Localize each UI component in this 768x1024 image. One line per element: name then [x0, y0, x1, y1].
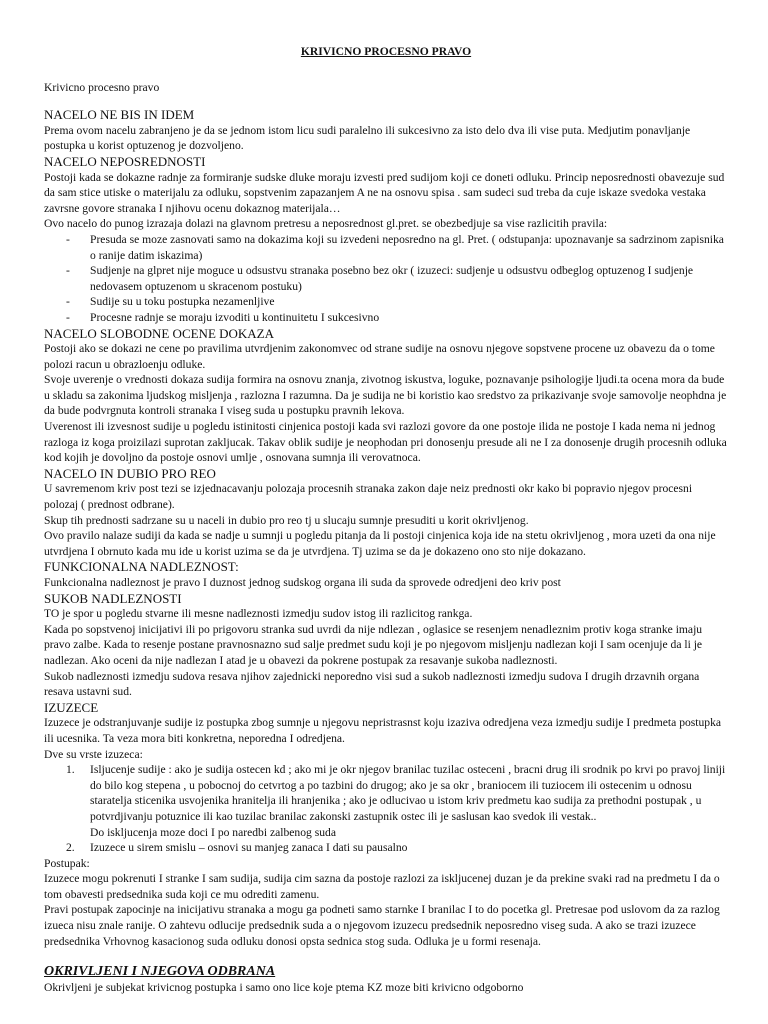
- paragraph: Postoji kada se dokazne radnje za formiranje sudske dluke moraju izvesti pred sudijom koji ce doneti odluku. Princip neposrednosti obavezuje sud da sam stice utiske o materijalu za odluku, sopstvenim zapazanjem A ne na osnovu spisa . sam sudeci sud treba da cuje iskaze svedoka vestaka zavrsne govore stranaka I njihovu ocenu dokaznog materijala…: [44, 170, 725, 215]
- heading-slobodna-ocena: NACELO SLOBODNE OCENE DOKAZA: [44, 325, 275, 341]
- document-subtitle: Krivicno procesno pravo: [44, 80, 160, 94]
- list-item-text: Procesne radnje se moraju izvoditi u kontinuitetu I sukcesivno: [90, 310, 380, 324]
- paragraph: Skup tih prednosti sadrzane su u naceli in dubio pro reo tj u slucaju sumnje presuditi u korit okrivljenog.: [44, 513, 529, 527]
- list-item-text: Sudjenje na glpret nije moguce u odsustvu stranaka posebno bez okr ( izuzeci: sudjenje u odsustvu odbeglog optuzenog I sudjenje nedovasem optuzenom u skracenom postuku): [90, 264, 694, 293]
- paragraph: Prema ovom nacelu zabranjeno je da se jednom istom licu sudi paralelno ili sukcesivno za isto delo dva ili vise puta. Medjutim ponavljanje postupka u korist optuzenog je dozvoljeno.: [44, 123, 691, 153]
- heading-sukob-nadleznosti: SUKOB NADLEZNOSTI: [44, 590, 182, 606]
- paragraph: Sukob nadleznosti izmedju sudova resava njihov zajednicki neporedno visi sud a sukob nadleznosti izmedju sudova I drugih drzavnih organa resava ustavni sud.: [44, 669, 700, 699]
- paragraph: Ovo pravilo nalaze sudiji da kada se nadje u sumnji u pogledu pitanja da li postoji cinjenica koja ide na stetu okrivljenog , mora uzeti da ona nije utvrdjena I obrnuto kada mu ide u korist uzima se da je utvrdjena. Tj uzima se da je dokazeno ono sto nije dokazano.: [44, 529, 716, 558]
- paragraph: Ovo nacelo do punog izrazaja dolazi na glavnom pretresu a neposrednost gl.pret. se obezbedjuje sa vise razlicitih pravila:: [44, 217, 608, 231]
- paragraph: Uverenost ili izvesnost sudije u pogledu istinitosti cinjenica postoji kada svi razlozi govore da one postoje ilida ne postoje I kada nema ni jednog razloga iz koga proizilazi suprotan zakljucak. Takav oblik sudije je neophodan pri donosenju presude ali ne I za donosenje drugih procesnih odluka kod kojih je dovoljno da postoje osnovi umlje , osnovana sumnja ili verovatnoca.: [44, 420, 727, 465]
- paragraph: Kada po sopstvenoj inicijativi ili po prigovoru stranka sud uvrdi da nije ndlezan , oglasice se resenjem nenadleznim protiv koga stranke imaju pravo zalbe. Kada to resenje postane pravnosnazno sud salje predmet sudu koji je po njegovom misljenju nadlezan koji I sam ocenjuje da li je nadlezan. Ako oceni da nije nadlezan I atad je u obavezi da pokrene postupak za resavanje sukoba nadleznosti.: [44, 622, 703, 667]
- list-item-text: Izuzece u sirem smislu – osnovi su manjeg zanaca I dati su pausalno: [90, 841, 408, 855]
- heading-ne-bis-in-idem: NACELO NE BIS IN IDEM: [44, 107, 195, 123]
- list-item: [44, 263, 728, 294]
- paragraph: Dve su vrste izuzeca:: [44, 747, 143, 761]
- numbered-list: [44, 762, 728, 856]
- list-item-text: Sudije su u toku postupka nezamenljive: [90, 295, 275, 309]
- paragraph: TO je spor u pogledu stvarne ili mesne nadleznosti izmedju sudov istog ili razlicitog rankga.: [44, 607, 473, 621]
- heading-funkcionalna-nadleznost: FUNKCIONALNA NADLEZNOST:: [44, 559, 239, 575]
- list-item: [44, 762, 728, 840]
- list-item: [44, 294, 728, 310]
- bullet-dash: -: [66, 232, 70, 246]
- document-title: KRIVICNO PROCESNO PRAVO: [300, 45, 472, 58]
- list-item: [44, 232, 728, 263]
- paragraph: Postoji ako se dokazi ne cene po pravilima utvrdjenim zakonomvec od strane sudije na osnovu njegove sopstvene procene uz obavezu da o tome polozi racun u obrazloenju odluke.: [44, 342, 715, 371]
- bullet-dash: -: [66, 310, 70, 324]
- paragraph: Pravi postupak zapocinje na inicijativu stranaka a mogu ga podneti samo starnke I branilac I to do pocetka gl. Pretresae pod uslovom da za razlog izueca nisu znale ranije. O zahtevu odlucije predsednik suda a o njegovom izuzecu predsednik neposredno viseg suda. A ako se trazi izuzece predsednika Vrhovnog kasacionog suda odluku donosi opsta sednica stog suda. Odluka je u formi resenaja.: [44, 903, 720, 948]
- bullet-dash: -: [66, 295, 70, 309]
- paragraph: Okrivljeni je subjekat krivicnog postupka i samo ono lice koje ptema KZ moze biti krivicno odgoborno: [44, 981, 524, 995]
- paragraph: U savremenom kriv post tezi se izjednacavanju polozaja procesnih stranaka zakon daje neiz prednosti okr kako bi popravio njegov procesni polozaj ( prednost odbrane).: [44, 482, 693, 512]
- list-number: 2.: [66, 841, 75, 855]
- section-okrivljeni: [44, 963, 728, 996]
- heading-okrivljeni: OKRIVLJENI I NJEGOVA ODBRANA: [44, 964, 276, 980]
- list-item-extra: Do iskljucenja moze doci I po naredbi zalbenog suda: [90, 825, 336, 839]
- paragraph: Izuzece mogu pokrenuti I stranke I sam sudija, sudija cim sazna da postoje razlozi za iskljucenej duzan je da prekine svaki rad na predmetu I da o tom obavesti predsednika suda koji ce mu odrediti zamenu.: [44, 872, 720, 901]
- heading-neposrednost: NACELO NEPOSREDNOSTI: [44, 153, 206, 169]
- bullet-list: [44, 232, 728, 326]
- bullet-dash: -: [66, 264, 70, 278]
- list-item-text: Presuda se moze zasnovati samo na dokazima koji su izvedeni neposredno na gl. Pret. ( odstupanja: upoznavanje sa sadrzinom zapisnika o ranije datim iskazima): [90, 232, 724, 262]
- list-item: [44, 840, 728, 856]
- list-item-text: Isljucenje sudije : ako je sudija ostecen kd ; ako mi je okr njegov branilac tuzilac osteceni , bracni drug ili srodnik po krvi po pravoj liniji do bilo kog stepena , u pobocnoj do cetvrtog a po tazbini do drugog; ako je sa okr , braniocem ili tuziocem ili ostecenim u odnosu staratelja sticenika usvojenika hranitelja ili hranjenika ; ako je odlucivao u istom kriv predmetu kao sudija za prethodni postupak , u potvrdjivanju potuznice ili kao tuzilac branilac zakonski zastupnik ostec ili je saslusan kao svedok ili vestak..: [90, 763, 726, 823]
- list-item: [44, 310, 728, 326]
- paragraph-label: Postupak:: [44, 856, 90, 870]
- paragraph: Svoje uverenje o vrednosti dokaza sudija formira na osnovu znanja, zivotnog iskustva, loguke, poznavanje psihologije ljudi.ta ocena mora da bude u skladu sa zakonima ljudskog misljenja , razlozna I razumna. Da je sudija ne bi koristio kao sredstvo za prikazivanje svoje samovolje neophdna je da bude podvrgnuta kontroli stranaka I viseg suda u postupku pravnih lekova.: [44, 373, 727, 418]
- heading-in-dubio-pro-reo: NACELO IN DUBIO PRO REO: [44, 465, 216, 481]
- paragraph: Izuzece je odstranjuvanje sudije iz postupka zbog sumnje u njegovu nepristrasnst koju izaziva odredjena veza izmedju sudije I predmeta postupka ili ucesnika. Ta veza mora biti konkretna, neporedna I odredjena.: [44, 716, 722, 745]
- heading-izuzece: IZUZECE: [44, 699, 99, 715]
- paragraph: Funkcionalna nadleznost je pravo I duznost jednog sudskog organa ili suda da sprovede odredjeni deo kriv post: [44, 576, 561, 589]
- list-number: 1.: [66, 763, 75, 777]
